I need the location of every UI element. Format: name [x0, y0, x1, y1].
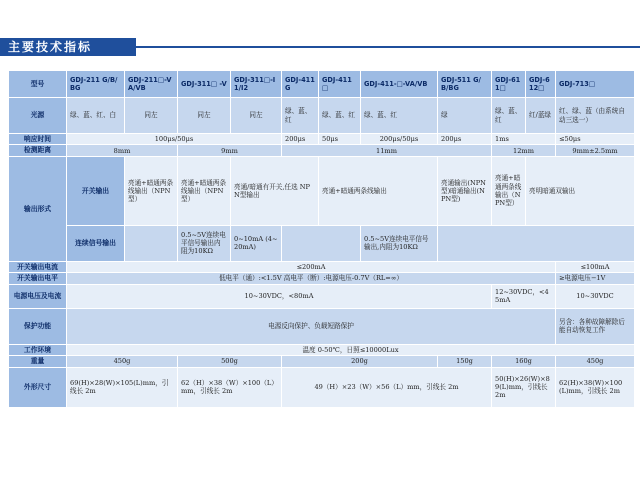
table-cell: 绿、蓝、红	[492, 98, 526, 134]
table-cell: 62（H）×38（W）×100（L）mm，引线长 2m	[178, 367, 282, 407]
row-label-switch-level: 开关输出电平	[9, 273, 67, 284]
table-row-switch-current	[9, 261, 635, 272]
table-cell: 450g	[556, 356, 635, 367]
table-cell: 0.5~5V连续电平信号输出,内阻为10KΩ	[361, 225, 438, 261]
table-cell: 红/蓝绿	[526, 98, 556, 134]
table-cell: 450g	[67, 356, 178, 367]
table-row-model	[9, 71, 635, 98]
table-row-switch-level	[9, 273, 635, 284]
table-cell	[438, 225, 635, 261]
table-row-detection-distance	[9, 145, 635, 156]
model-cell: GDJ-411□	[319, 71, 361, 98]
table-cell: 亮通+暗通两条线输出	[319, 156, 438, 225]
table-cell: 12mm	[492, 145, 556, 156]
table-cell: 绿、蓝、红	[319, 98, 361, 134]
table-cell: 同左	[178, 98, 231, 134]
table-cell: 0.5~5V连续电平信号输出内阻为10KΩ	[178, 225, 231, 261]
table-row-dimensions	[9, 367, 635, 407]
row-label-power: 电源电压及电流	[9, 284, 67, 308]
model-cell: GDJ-311□-I1/I2	[231, 71, 282, 98]
table-cell: 50(H)×26(W)×89(L)mm，引线长 2m	[492, 367, 556, 407]
table-cell: 8mm	[67, 145, 178, 156]
table-cell: ≥电源电压−1V	[556, 273, 635, 284]
row-label-detection-distance: 检测距离	[9, 145, 67, 156]
table-cell: 另含：各种故障解除后能自动恢复工作	[556, 308, 635, 344]
table-cell: ≤50μs	[556, 134, 635, 145]
row-label-environment: 工作环境	[9, 344, 67, 355]
model-cell: GDJ-411-□-VA/VB	[361, 71, 438, 98]
table-cell: 同左	[231, 98, 282, 134]
table-cell: ≤100mA	[556, 261, 635, 272]
table-cell: 同左	[125, 98, 178, 134]
table-cell: 亮明暗通双输出	[526, 156, 635, 225]
row-label-model: 型号	[9, 71, 67, 98]
table-cell: 绿	[438, 98, 492, 134]
table-cell: 亮通输出(NPN型)暗通输出(NPN型)	[438, 156, 492, 225]
table-cell: 绿、蓝、红	[361, 98, 438, 134]
table-cell	[282, 225, 361, 261]
table-cell	[125, 225, 178, 261]
table-cell: 亮通+暗通两条线输出（NPN型）	[492, 156, 526, 225]
table-cell: 电源反向保护、负载短路保护	[67, 308, 556, 344]
model-cell: GDJ-311□ -V	[178, 71, 231, 98]
row-label-protection: 保护功能	[9, 308, 67, 344]
table-cell: 温度 0-50℃，日照≤10000Lux	[67, 344, 635, 355]
table-cell: 10~30VDC	[556, 284, 635, 308]
table-cell: 亮通+暗通两条线输出（NPN型）	[178, 156, 231, 225]
table-row-power	[9, 284, 635, 308]
row-label-switch-output: 开关输出	[67, 156, 125, 225]
table-row-continuous-output	[9, 225, 635, 261]
table-cell: 9mm	[178, 145, 282, 156]
table-row-light-source	[9, 98, 635, 134]
table-cell: 1ms	[492, 134, 556, 145]
table-cell: 150g	[438, 356, 492, 367]
table-cell: 500g	[178, 356, 282, 367]
row-label-light-source: 光源	[9, 98, 67, 134]
model-cell: GDJ-611□	[492, 71, 526, 98]
section-header	[0, 38, 640, 56]
table-cell: 69(H)×28(W)×105(L)mm，引线长 2m	[67, 367, 178, 407]
table-row-response-time	[9, 134, 635, 145]
table-cell: 亮通+暗通两条线输出（NPN型）	[125, 156, 178, 225]
spec-table	[8, 70, 635, 408]
table-cell: 200μs	[438, 134, 492, 145]
row-label-continuous-output: 连续信号输出	[67, 225, 125, 261]
table-row-switch-output	[9, 156, 635, 225]
table-cell: 11mm	[282, 145, 492, 156]
table-cell: 12~30VDC，<45mA	[492, 284, 556, 308]
table-cell: ≤200mA	[67, 261, 556, 272]
model-cell: GDJ-511 G/B/BG	[438, 71, 492, 98]
table-row-environment	[9, 344, 635, 355]
table-cell: 9mm±2.5mm	[556, 145, 635, 156]
table-cell: 绿、蓝、红	[282, 98, 319, 134]
table-cell: 160g	[492, 356, 556, 367]
model-cell: GDJ-211 G/B/BG	[67, 71, 125, 98]
table-cell: 红、绿、蓝（由系统自动三选一）	[556, 98, 635, 134]
row-label-weight: 重量	[9, 356, 67, 367]
table-cell: 49（H）×23（W）×56（L）mm，引线长 2m	[282, 367, 492, 407]
model-cell: GDJ-612□	[526, 71, 556, 98]
table-cell: 200μs/50μs	[361, 134, 438, 145]
table-cell: 绿、蓝、红、白	[67, 98, 125, 134]
section-title: 主要技术指标	[0, 38, 136, 56]
table-cell: 100μs/50μs	[67, 134, 282, 145]
row-label-output-form: 输出形式	[9, 156, 67, 261]
row-label-response-time: 响应时间	[9, 134, 67, 145]
table-row-weight	[9, 356, 635, 367]
table-row-protection	[9, 308, 635, 344]
model-cell: GDJ-411G	[282, 71, 319, 98]
model-cell: GDJ-211□-VA/VB	[125, 71, 178, 98]
model-cell: GDJ-713□	[556, 71, 635, 98]
table-cell: 200g	[282, 356, 438, 367]
row-label-switch-current: 开关输出电流	[9, 261, 67, 272]
table-cell: 低电平（通）:<1.5V 高电平（断）:电源电压-0.7V（RL=∞）	[67, 273, 556, 284]
table-cell: 62(H)×38(W)×100(L)mm，引线长 2m	[556, 367, 635, 407]
row-label-dimensions: 外形尺寸	[9, 367, 67, 407]
table-cell: 200μs	[282, 134, 319, 145]
table-cell: 亮通/暗通有开关,任选 NPN型输出	[231, 156, 319, 225]
table-cell: 10~30VDC，<80mA	[67, 284, 492, 308]
table-cell: 0~10mA (4~20mA)	[231, 225, 282, 261]
table-cell: 50μs	[319, 134, 361, 145]
